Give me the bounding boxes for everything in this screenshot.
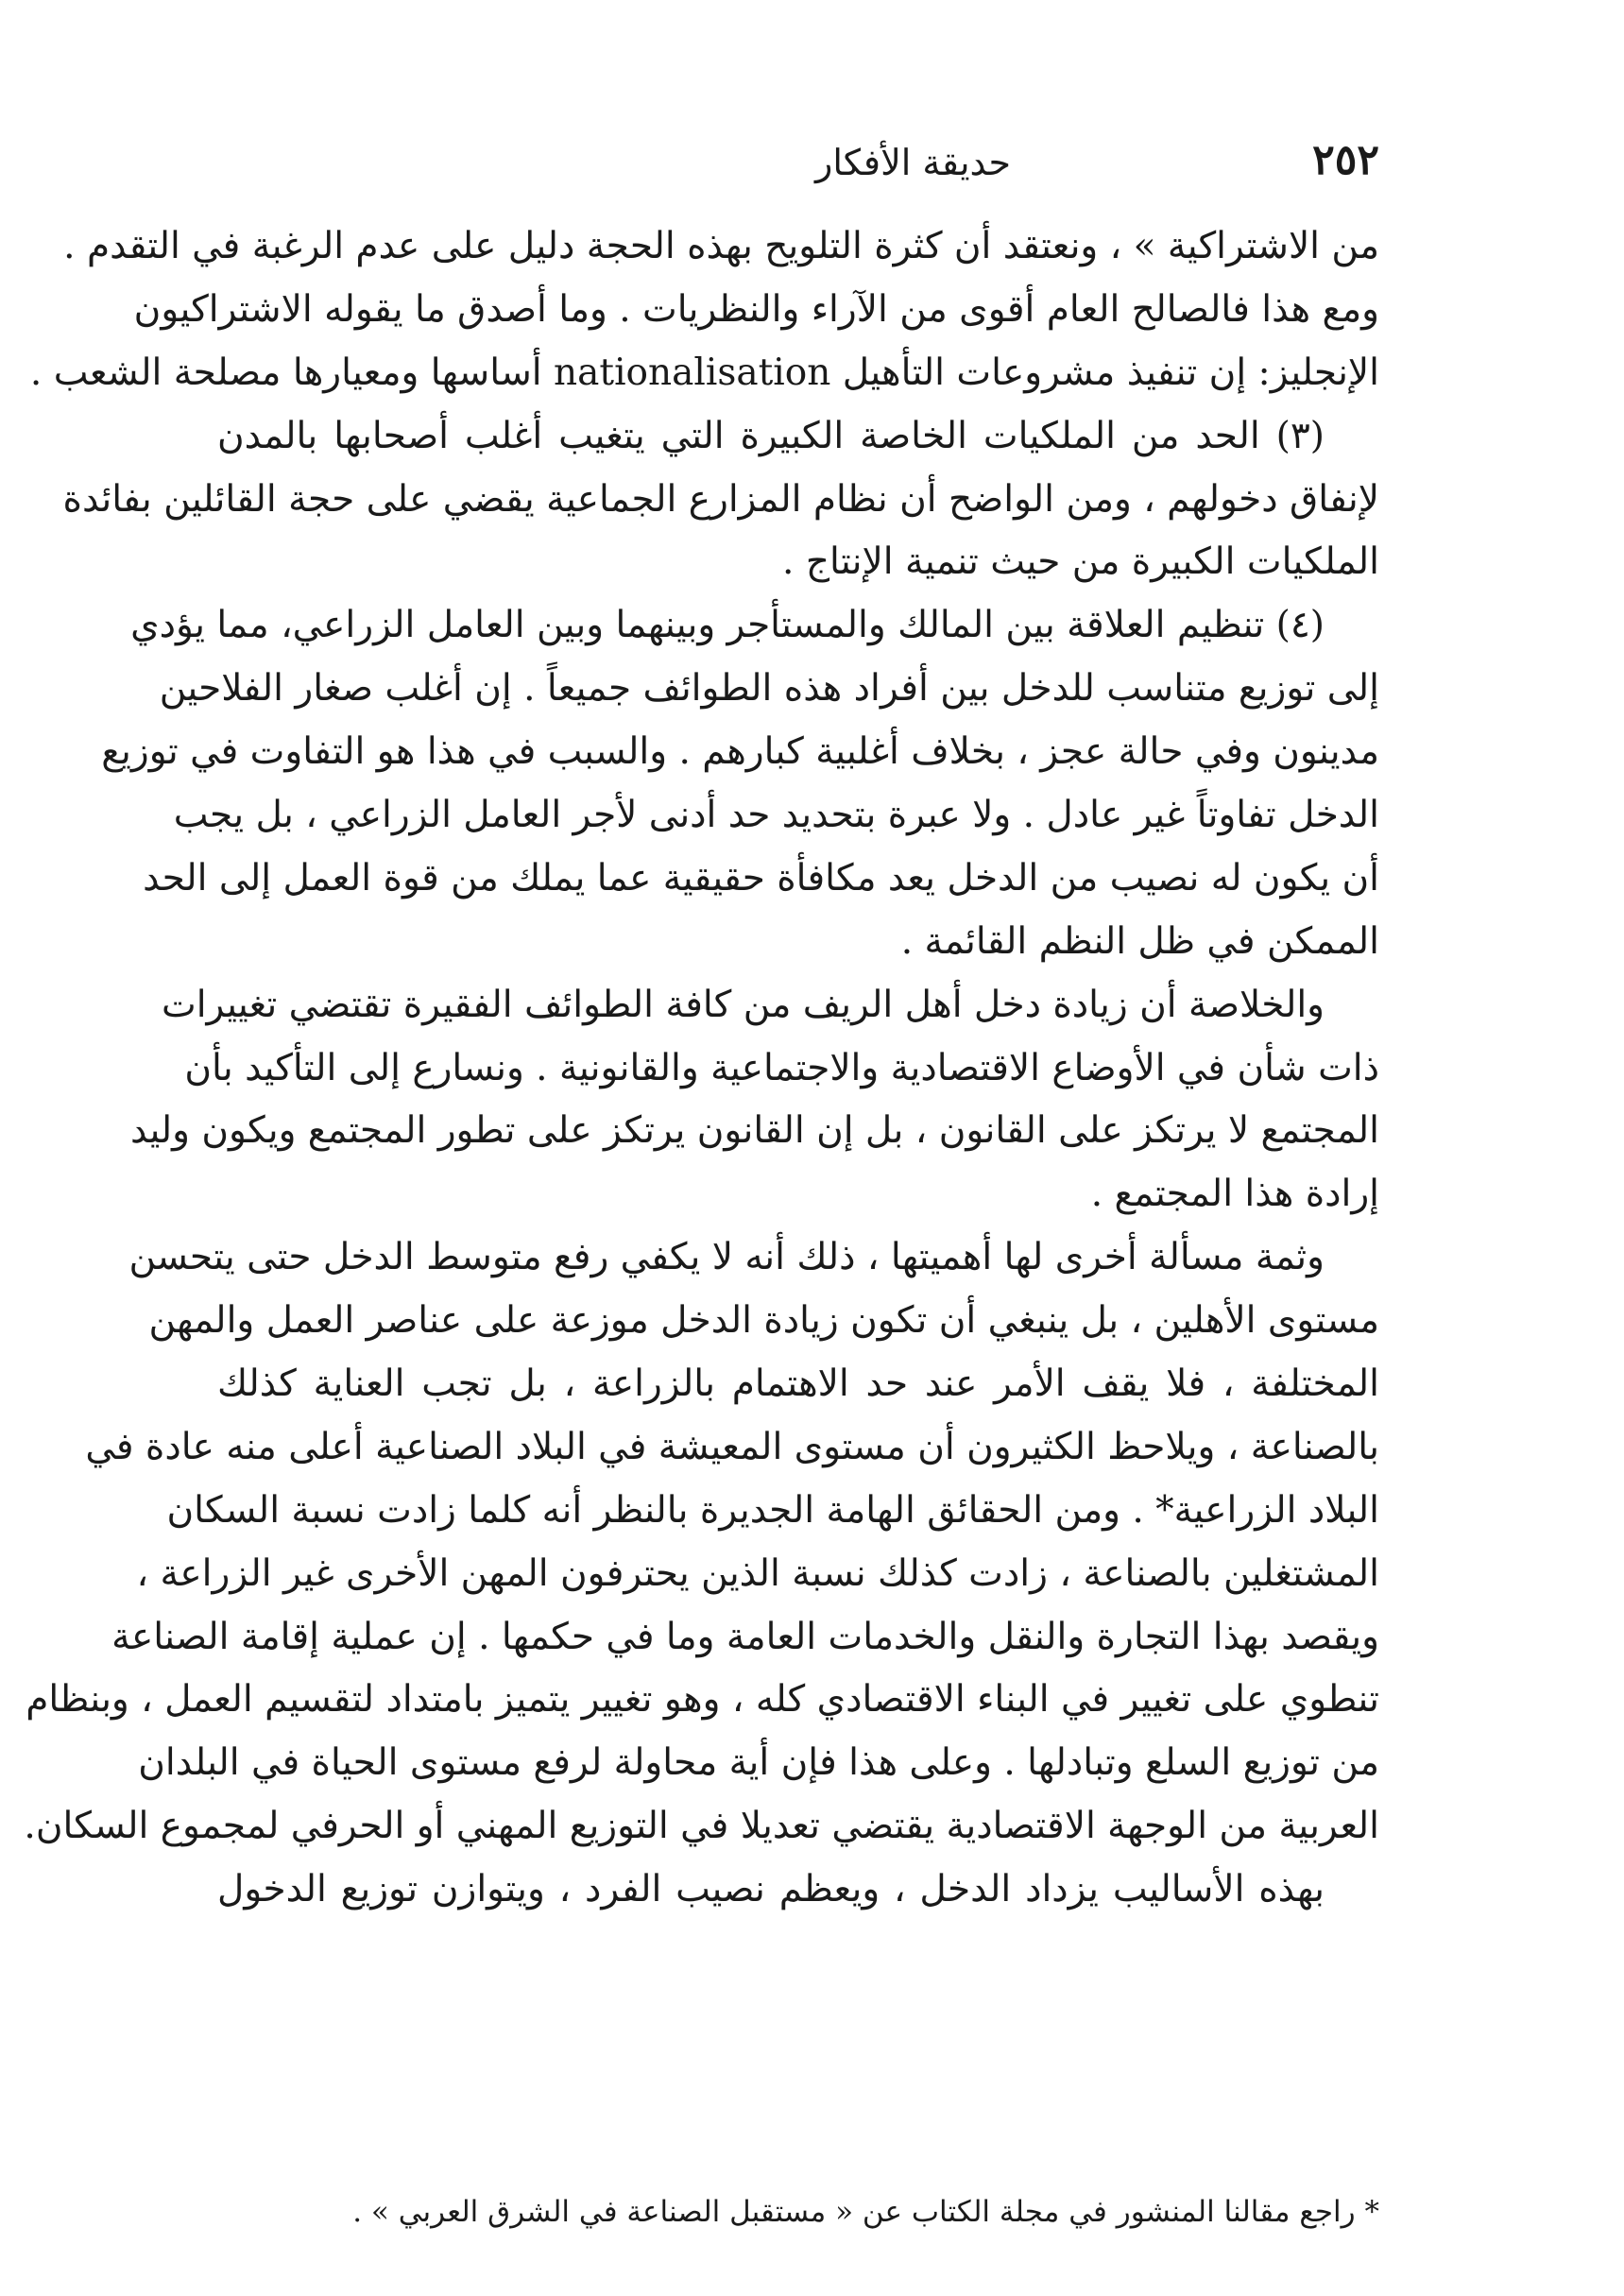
text-line: تنطوي على تغيير في البناء الاقتصادي كله ، وهو تغيير يتميز بامتداد لتقسيم العمل ، وبنظام	[26, 1678, 1379, 1722]
page-header	[217, 132, 1379, 198]
text-line: المجتمع لا يرتكز على القانون ، بل إن القانون يرتكز على تطور المجتمع ويكون وليد	[130, 1109, 1379, 1153]
footnote: * راجع مقالنا المنشور في مجلة الكتاب عن « مستقبل الصناعة في الشرق العربي » .	[352, 2195, 1379, 2229]
running-title: حديقة الأفكار	[815, 142, 1011, 183]
text-line: لإنفاق دخولهم ، ومن الواضح أن نظام المزارع الجماعية يقضي على حجة القائلين بفائدة	[62, 477, 1379, 521]
text-line: ومع هذا فالصالح العام أقوى من الآراء والنظريات . وما أصدق ما يقوله الاشتراكيون	[133, 287, 1379, 331]
text-line: مستوى الأهلين ، بل ينبغي أن تكون زيادة الدخل موزعة على عناصر العمل والمهن	[148, 1299, 1379, 1343]
text-line: بهذه الأساليب يزداد الدخل ، ويعظم نصيب الفرد ، ويتوازن توزيع الدخول	[217, 1868, 1325, 1911]
text-line: الدخل تفاوتاً غير عادل . ولا عبرة بتحديد حد أدنى لأجر العامل الزراعي ، بل يجب	[173, 794, 1379, 837]
text-line: إرادة هذا المجتمع .	[1090, 1173, 1379, 1216]
text-line: وثمة مسألة أخرى لها أهميتها ، ذلك أنه لا يكفي رفع متوسط الدخل حتى يتحسن	[128, 1236, 1325, 1279]
text-line: مدينون وفي حالة عجز ، بخلاف أغلبية كبارهم . والسبب في هذا هو التفاوت في توزيع	[101, 730, 1379, 774]
text-line: ذات شأن في الأوضاع الاقتصادية والاجتماعية والقانونية . ونسارع إلى التأكيد بأن	[184, 1046, 1379, 1089]
text-line: (٣) الحد من الملكيات الخاصة الكبيرة التي يتغيب أغلب أصحابها بالمدن	[217, 414, 1325, 457]
text-line: أن يكون له نصيب من الدخل يعد مكافأة حقيقية عما يملك من قوة العمل إلى الحد	[143, 856, 1379, 900]
text-line: إلى توزيع متناسب للدخل بين أفراد هذه الطوائف جميعاً . إن أغلب صغار الفلاحين	[159, 667, 1379, 711]
text-line: بالصناعة ، ويلاحظ الكثيرون أن مستوى المعيشة في البلاد الصناعية أعلى منه عادة في	[85, 1425, 1379, 1468]
text-line: المختلفة ، فلا يقف الأمر عند حد الاهتمام بالزراعة ، بل تجب العناية كذلك	[217, 1362, 1379, 1406]
text-line: العربية من الوجهة الاقتصادية يقتضي تعديلا في التوزيع المهني أو الحرفي لمجموع السكان.	[24, 1805, 1379, 1848]
text-line: والخلاصة أن زيادة دخل أهل الريف من كافة الطوائف الفقيرة تقتضي تغييرات	[162, 983, 1325, 1026]
text-line: ويقصد بهذا التجارة والنقل والخدمات العامة وما في حكمها . إن عملية إقامة الصناعة	[111, 1615, 1379, 1658]
text-line: من الاشتراكية » ، ونعتقد أن كثرة التلويح بهذه الحجة دليل على عدم الرغبة في التقدم .	[63, 225, 1379, 267]
text-line: البلاد الزراعية* . ومن الحقائق الهامة الجديرة بالنظر أنه كلما زادت نسبة السكان	[166, 1488, 1379, 1532]
text-line: المشتغلين بالصناعة ، زادت كذلك نسبة الذين يحترفون المهن الأخرى غير الزراعة ،	[136, 1551, 1379, 1595]
body-text	[24, 215, 1379, 1922]
text-line: من توزيع السلع وتبادلها . وعلى هذا فإن أية محاولة لرفع مستوى الحياة في البلدان	[138, 1741, 1379, 1785]
text-line: (٤) تنظيم العلاقة بين المالك والمستأجر وبينهما وبين العامل الزراعي، مما يؤدي	[130, 604, 1325, 647]
text-line: الملكيات الكبيرة من حيث تنمية الإنتاج .	[782, 540, 1379, 584]
text-line: الممكن في ظل النظم القائمة .	[900, 919, 1379, 963]
page-number: ٢٥٢	[1312, 136, 1379, 184]
text-line: الإنجليز: إن تنفيذ مشروعات التأهيل nationalisation أساسها ومعيارها مصلحة الشعب .	[29, 351, 1379, 394]
